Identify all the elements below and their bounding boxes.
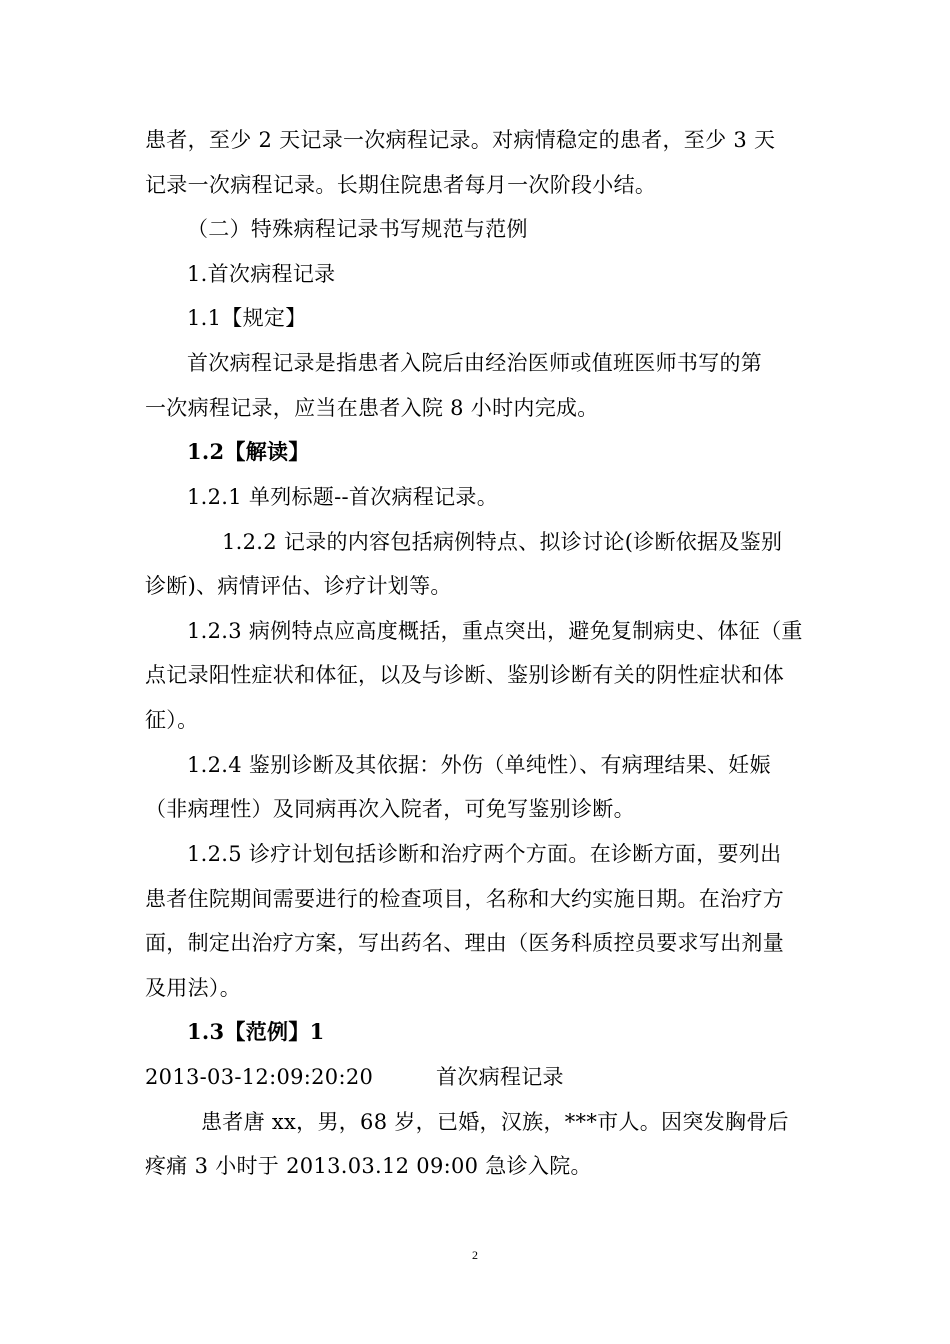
paragraph-line-18: 疼痛 3 小时于 2013.03.12 09:00 急诊入院。 (145, 1154, 592, 1178)
record-title: 首次病程记录 (436, 1065, 564, 1089)
paragraph-line-16: 及用法）。 (145, 976, 241, 1000)
paragraph-line-4: 一次病程记录，应当在患者入院 8 小时内完成。 (145, 396, 599, 420)
paragraph-line-8: 1.2.3 病例特点应高度概括，重点突出，避免复制病史、体征（重 (187, 619, 803, 643)
paragraph-line-12: （非病理性）及同病再次入院者，可免写鉴别诊断。 (145, 797, 635, 821)
paragraph-line-10: 征）。 (145, 708, 199, 732)
paragraph-line-17: 患者唐 xx，男，68 岁，已婚，汉族，***市人。因突发胸骨后 (201, 1110, 789, 1134)
paragraph-line-13: 1.2.5 诊疗计划包括诊断和治疗两个方面。在诊断方面，要列出 (187, 842, 782, 866)
paragraph-line-7: 诊断)、病情评估、诊疗计划等。 (145, 574, 452, 598)
paragraph-line-2: 记录一次病程记录。长期住院患者每月一次阶段小结。 (145, 173, 657, 197)
subsection-title-1: 1.首次病程记录 (187, 262, 336, 286)
paragraph-line-15: 面，制定出治疗方案，写出药名、理由（医务科质控员要求写出剂量 (145, 931, 784, 955)
item-heading-1-2: 1.2【解读】 (187, 439, 310, 464)
paragraph-line-9: 点记录阳性症状和体征，以及与诊断、鉴别诊断有关的阴性症状和体 (145, 663, 784, 687)
paragraph-line-3: 首次病程记录是指患者入院后由经治医师或值班医师书写的第 (187, 351, 763, 375)
item-heading-1-1: 1.1【规定】 (187, 306, 307, 330)
record-timestamp: 2013-03-12:09:20:20 (145, 1065, 374, 1089)
paragraph-line-5: 1.2.1 单列标题--首次病程记录。 (187, 485, 498, 509)
paragraph-line-11: 1.2.4 鉴别诊断及其依据：外伤（单纯性）、有病理结果、妊娠 (187, 753, 771, 777)
item-heading-1-3: 1.3【范例】1 (187, 1019, 325, 1044)
paragraph-line-1: 患者，至少 2 天记录一次病程记录。对病情稳定的患者，至少 3 天 (145, 128, 776, 152)
paragraph-line-14: 患者住院期间需要进行的检查项目，名称和大约实施日期。在治疗方 (145, 887, 784, 911)
paragraph-line-6: 1.2.2 记录的内容包括病例特点、拟诊讨论(诊断依据及鉴别 (222, 530, 783, 554)
page-number: 2 (472, 1248, 478, 1262)
section-heading-2: （二）特殊病程记录书写规范与范例 (187, 217, 528, 241)
